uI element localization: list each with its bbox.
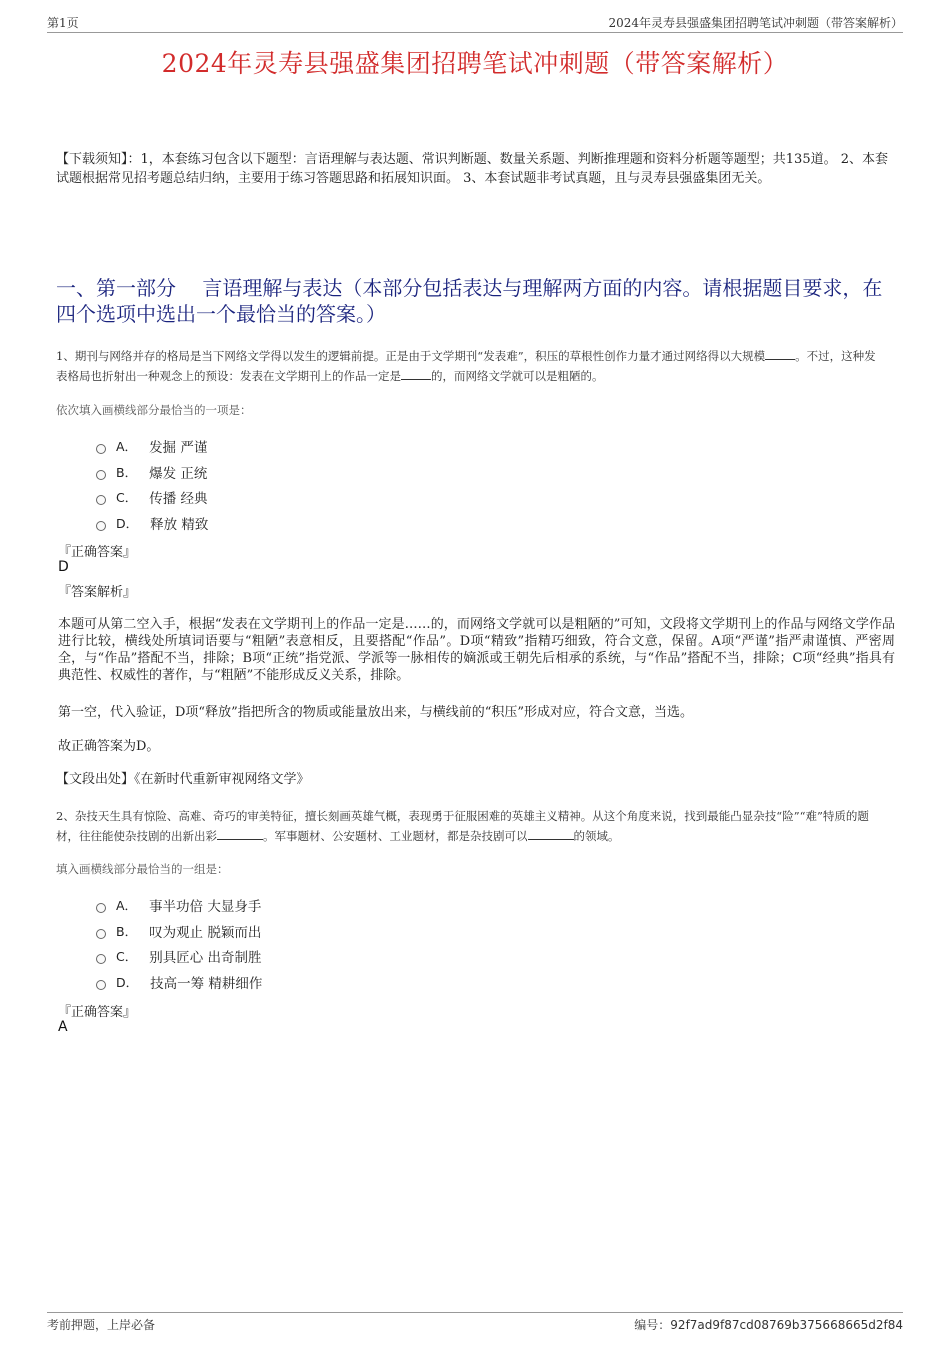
option-letter: D．: [116, 974, 139, 990]
q2-option-d[interactable]: [96, 969, 262, 995]
q1-source: 【文段出处】《在新时代重新审视网络文学》: [56, 772, 310, 787]
q2-text-part3: 的领域。: [573, 829, 620, 843]
option-text: 技高一筹 精耕细作: [150, 975, 263, 992]
q2-blank-1: [217, 827, 263, 840]
q1-option-c[interactable]: [96, 484, 208, 510]
radio-icon[interactable]: [96, 521, 106, 531]
q1-analysis-paragraph-2: 第一空，代入验证，D项“释放”指把所含的物质或能量放出来，与横线前的“积压”形成对应，符合文意，当选。: [58, 705, 694, 720]
q1-text-part3: 的，而网络文学就可以是粗陋的。: [431, 369, 604, 383]
radio-icon[interactable]: [96, 903, 106, 913]
q2-text-part1: 2、杂技天生具有惊险、高难、奇巧的审美特征，擅长刻画英雄气概，表现勇于征服困难的英雄主义精神。从这个角度来说，找到最能凸显杂技“险”“难”特质的题材，往往能使杂技剧的出新出彩: [56, 809, 869, 843]
radio-icon[interactable]: [96, 929, 106, 939]
page-number: 第1页: [47, 16, 79, 30]
question-2-text: [56, 806, 880, 846]
option-text: 爆发 正统: [149, 465, 208, 482]
q2-blank-2: [528, 827, 574, 840]
question-1-text: [56, 346, 880, 386]
radio-icon[interactable]: [96, 954, 106, 964]
option-letter: A．: [116, 897, 138, 913]
page-footer: [47, 1312, 903, 1336]
option-letter: B．: [116, 923, 138, 939]
q1-analysis-paragraph-3: 故正确答案为D。: [58, 739, 160, 754]
option-text: 叹为观止 脱颖而出: [149, 924, 262, 941]
q2-options: [96, 892, 262, 995]
q1-instruction: 依次填入画横线部分最恰当的一项是：: [56, 403, 252, 417]
q2-option-a[interactable]: [96, 892, 262, 918]
q2-correct-label: 『正确答案』: [58, 1005, 137, 1020]
option-letter: C．: [116, 490, 138, 506]
radio-icon[interactable]: [96, 495, 106, 505]
q1-option-b[interactable]: [96, 459, 208, 485]
q2-correct-answer: A: [58, 1019, 68, 1035]
page-header: [47, 14, 903, 33]
radio-icon[interactable]: [96, 444, 106, 454]
option-text: 别具匠心 出奇制胜: [149, 950, 262, 967]
q2-text-part2: 。军事题材、公安题材、工业题材，都是杂技剧可以: [263, 829, 528, 843]
q1-correct-answer: D: [58, 559, 69, 575]
option-text: 发掘 严谨: [149, 439, 208, 456]
radio-icon[interactable]: [96, 470, 106, 480]
footer-code-label: 编号：: [634, 1318, 671, 1332]
option-text: 传播 经典: [149, 491, 208, 508]
q1-text-part2: 。不过，这种发表格局也折射出一种观念上的预设：发表在文学期刊上的作品一定是: [56, 349, 876, 383]
footer-slogan: 考前押题，上岸必备: [47, 1318, 156, 1332]
q2-option-c[interactable]: [96, 943, 262, 969]
download-notice: 【下载须知】：1，本套练习包含以下题型：言语理解与表达题、常识判断题、数量关系题、判断推理题和资料分析题等题型；共135道。 2、本套试题根据常见招考题总结归纳，主要用于练习答题思路和拓展知识面。 3、本套试题非考试真题，且与灵寿县强盛集团无关。: [56, 152, 888, 186]
option-text: 释放 精致: [150, 516, 209, 533]
q1-analysis-label: 『答案解析』: [58, 585, 137, 600]
q1-analysis-paragraph-1: 本题可从第二空入手，根据“发表在文学期刊上的作品一定是……的，而网络文学就可以是粗陋的”可知，文段将文学期刊上的作品与网络文学作品进行比较，横线处所填词语要与“粗陋”表意相反，且要搭配“作品”。D项“精致”指精巧细致，符合文意，保留。A项“严谨”指严肃谨慎、严密周全，与“作品”搭配不当，排除；B项“正统”指党派、学派等一脉相传的嫡派或王朝先后相承的系统，与“作品”搭配不当，排除；C项“经典”指具有典范性、权威性的著作，与“粗陋”不能形成反义关系，排除。: [58, 617, 895, 683]
q1-blank-2: [401, 367, 431, 380]
option-letter: D．: [116, 515, 139, 531]
q1-correct-label: 『正确答案』: [58, 545, 137, 560]
q2-instruction: 填入画横线部分最恰当的一组是：: [56, 862, 229, 876]
q1-option-d[interactable]: [96, 510, 208, 536]
option-letter: B．: [116, 464, 138, 480]
q2-option-b[interactable]: [96, 918, 262, 944]
section-heading: 一、第一部分 言语理解与表达（本部分包括表达与理解两方面的内容。请根据题目要求，在四个选项中选出一个最恰当的答案。）: [56, 276, 883, 326]
footer-code: [634, 1316, 903, 1333]
footer-code-value: 92f7ad9f87cd08769b375668665d2f84: [670, 1318, 903, 1332]
q1-options: [96, 433, 208, 536]
q1-blank-1: [765, 347, 795, 360]
header-doc-title: 2024年灵寿县强盛集团招聘笔试冲刺题（带答案解析）: [608, 16, 903, 30]
option-text: 事半功倍 大显身手: [149, 898, 262, 915]
radio-icon[interactable]: [96, 980, 106, 990]
q1-option-a[interactable]: [96, 433, 208, 459]
document-title: 2024年灵寿县强盛集团招聘笔试冲刺题（带答案解析）: [161, 49, 789, 78]
option-letter: C．: [116, 949, 138, 965]
option-letter: A．: [116, 438, 138, 454]
q1-text-part1: 1、期刊与网络并存的格局是当下网络文学得以发生的逻辑前提。正是由于文学期刊“发表难”，积压的草根性创作力量才通过网络得以大规模: [56, 349, 766, 363]
